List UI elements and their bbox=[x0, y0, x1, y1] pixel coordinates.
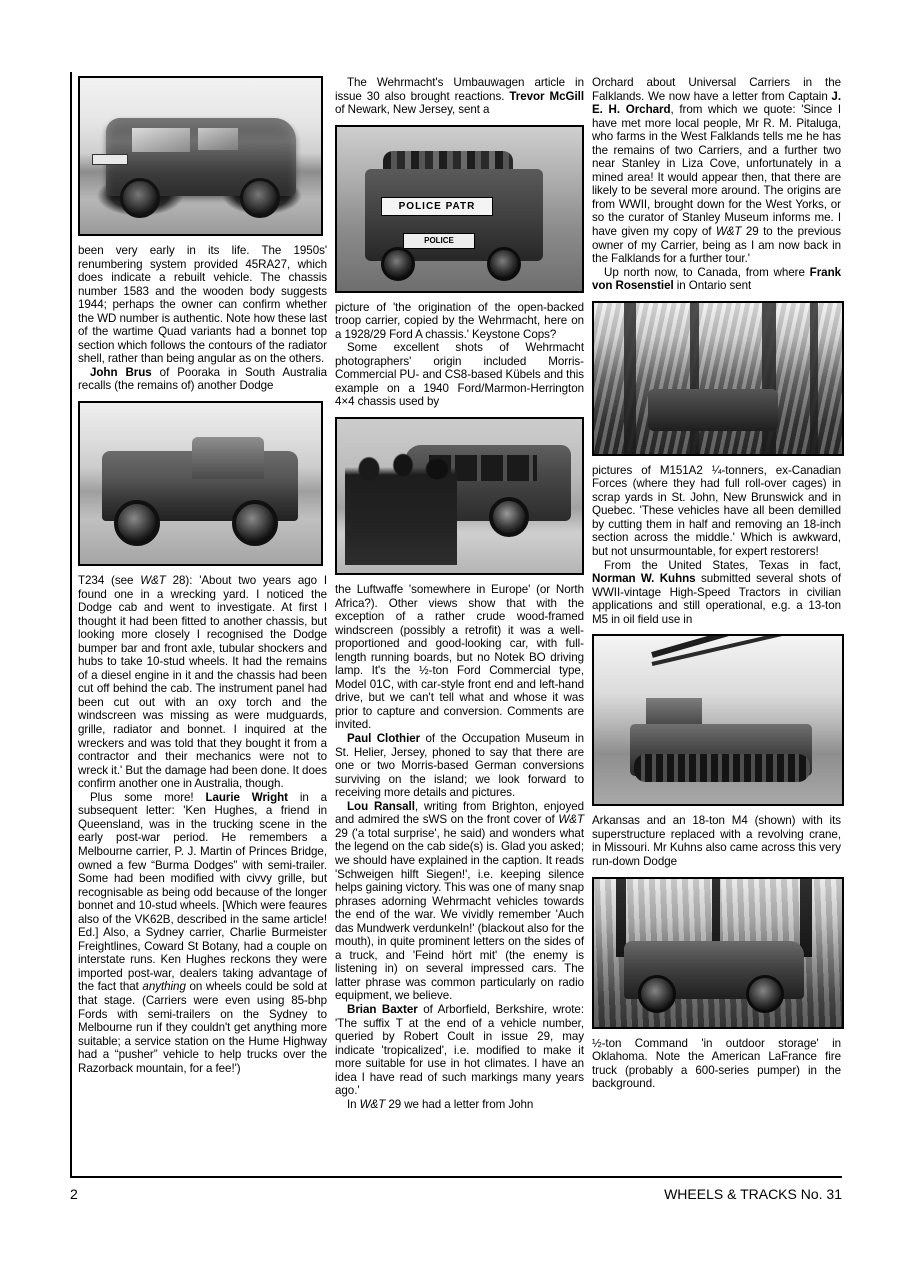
photo-m151a2-scrapyard-image bbox=[594, 303, 842, 454]
right-paragraph-2: Up north now, to Canada, from where Frank von Rosenstiel in Ontario sent bbox=[592, 265, 841, 293]
photo-marmon-herrington-kubel-image bbox=[337, 419, 582, 573]
middle-paragraph-6: Lou Ransall, writing from Brighton, enjoyed and admired the sWS on the front cover of W&T 29 ('a total surprise', he said) and wonders what the legend on the cab side(s) is. Glad you asked; we should have explained in the caption. It reads 'Schweigen hilft Siegen!', i.e. keeping silence helps gaining victory. This was one of many snap phrases adorning Wehrmacht vehicles towards the end of the war. We vividly remember 'Auch das Mundwerk verdunkeln!' (blackout also for the mouth), in quite prominent letters on the sides of a truck, and 'Feind hört mit' (the enemy is listening in) on several impressed cars. The latter phrase was common particularly on radio equipment, we believe. bbox=[335, 799, 585, 1003]
publication-reference-1: W&T bbox=[140, 574, 166, 588]
photo-m4-high-speed-tractor-crane-image bbox=[594, 636, 842, 804]
left-column bbox=[78, 76, 327, 1172]
right-caption-1: Arkansas and an 18-ton M4 (shown) with its superstructure replaced with a revolving crane, in Missouri. Mr Kuhns also came across this very run-down Dodge bbox=[592, 814, 841, 868]
page-frame-left-rule bbox=[70, 72, 72, 1176]
photo-dodge-wreck-image bbox=[80, 403, 321, 564]
publication-reference-4: W&T bbox=[715, 225, 742, 239]
quad-front-wheel-shape bbox=[120, 178, 160, 218]
ford-a-front-wheel-shape bbox=[381, 247, 415, 281]
photo-quad-tractor bbox=[78, 76, 323, 236]
dodge-cab-shape bbox=[192, 437, 264, 479]
m151a2-hull-shape bbox=[648, 389, 778, 431]
correspondent-name-norman-kuhns: Norman W. Kuhns bbox=[592, 572, 696, 586]
ford-a-rear-wheel-shape bbox=[487, 247, 521, 281]
three-column-text-area bbox=[78, 76, 842, 1172]
dodge-front-wheel-shape bbox=[114, 500, 160, 546]
tree-shape-1 bbox=[624, 303, 636, 454]
right-paragraph-4: From the United States, Texas in fact, Norman W. Kuhns submitted several shots of WWII-vintage High-Speed Tractors in civilian applications and still operational, e.g. a 13-ton M5 in oil field use in bbox=[592, 558, 842, 626]
photo-marmon-herrington-kubel bbox=[335, 417, 584, 575]
page-footer bbox=[70, 1186, 842, 1202]
tree-shape-2 bbox=[690, 303, 699, 454]
command-car-front-wheel-shape bbox=[638, 975, 676, 1013]
photo-dodge-wreck bbox=[78, 401, 323, 566]
photo-dodge-command-car bbox=[592, 877, 844, 1029]
correspondent-name-john-brus: John Brus bbox=[90, 365, 152, 379]
right-caption-2: ½-ton Command 'in outdoor storage' in Oklahoma. Note the American LaFrance fire truck (probably a 600-series pumper) in the background. bbox=[592, 1036, 841, 1091]
correspondent-name-laurie-wright: Laurie Wright bbox=[205, 790, 288, 804]
m4-track-shape bbox=[634, 754, 810, 782]
correspondent-name-lou-ransall: Lou Ransall bbox=[347, 799, 415, 813]
background-tree-shape-3 bbox=[800, 879, 812, 957]
photo-police-patrol-ford-a-image bbox=[337, 127, 582, 291]
left-paragraph-3: T234 (see W&T 28): 'About two years ago I found one in a wrecking yard. I noticed the Dodge cab and went to investigate. At first I thought it had been fitted to another chassis, but looking more closely I recognised the Dodge bumper bar and front axle, tubular shockers and hubs to take 10-stud wheels. It had the remains of a diesel engine in it and the chassis had been cut off behind the cab. The instrument panel had been cut out with an oxy torch and the windscreen was missing as were mudguards, grille, radiator and bonnet. I inquired at the wreckers and was told that they bought it from a contractor and their mechanics were not to wreck it.' But the damage had been done. It does confirm another one in Australia, though. bbox=[78, 574, 327, 791]
quad-rear-wheel-shape bbox=[240, 178, 280, 218]
running-head: WHEELS & TRACKS No. 31 bbox=[664, 1186, 842, 1202]
command-car-rear-wheel-shape bbox=[746, 975, 784, 1013]
middle-paragraph-8: In W&T 29 we had a letter from John bbox=[347, 1097, 534, 1111]
quad-rear-window-shape bbox=[198, 128, 238, 150]
middle-paragraph-3: Some excellent shots of Wehrmacht photographers' origin included Morris-Commercial PU- and CS8-based Kübels and this example on a 1940 Ford/Marmon-Herrington 4×4 chassis used by bbox=[335, 341, 584, 409]
left-paragraph-2: John Brus of Pooraka in South Australia recalls (the remains of) another Dodge bbox=[78, 365, 328, 393]
photo-m151a2-scrapyard bbox=[592, 301, 844, 456]
correspondent-name-trevor-mcgill: Trevor McGill bbox=[509, 89, 584, 103]
middle-paragraph-7: Brian Baxter of Arborfield, Berkshire, wrote: 'The suffix T at the end of a vehicle number, queried by Robert Coult in issue 29, may indicate 'tropicalized', i.e. modified to make it more suitable for use in hot climates. I have an idea I have read of such markings many years ago.' bbox=[335, 1002, 584, 1098]
right-paragraph-1: Orchard about Universal Carriers in the Falklands. We now have a letter from Captain J. E. H. Orchard, from which we quote: 'Since I have met more local people, Mr R. M. Pitaluga, who farms in the West Falklands tells me he has the remains of two Carriers, and a further two near Stanley in Liza Cove, unfortunately in a mined area! It would appear then, that there are likely to be several more around. The origins are from WWII, brought down for the West Yorks, or so the curator of Stanley Museum informs me. I have given my copy of W&T 29 to the previous owner of my Carrier, being as I am now back in the Falklands for a further tour.' bbox=[592, 76, 841, 266]
quad-window-shape bbox=[132, 128, 190, 152]
middle-column bbox=[335, 76, 584, 1172]
correspondent-name-paul-clothier: Paul Clothier bbox=[347, 732, 421, 746]
middle-paragraph-2: picture of 'the origination of the open-backed troop carrier, copied by the Wehrmacht, here on a 1928/29 Ford A chassis.' Keystone Cops? bbox=[335, 300, 584, 341]
left-paragraph-1: been very early in its life. The 1950s' renumbering system provided 45RA27, which does indicate a rebuilt vehicle. The chassis number 1583 and the wooden body suggests 1944; perhaps the owner can confirm whether the WD number is authentic. Note how these last of the wartime Quad variants had a bonnet top section which follows the contours of the radiator shell, rather than being angular as on the others. bbox=[78, 244, 327, 366]
photo-police-patrol-ford-a bbox=[335, 125, 584, 293]
emphasis-anything: anything bbox=[142, 980, 186, 994]
correspondent-name-jeh-orchard: J. E. H. Orchard bbox=[592, 89, 841, 117]
kubel-rear-wheel-shape bbox=[489, 497, 529, 537]
dodge-rear-wheel-shape bbox=[232, 500, 278, 546]
police-patrol-sign-text: POLICE PATR bbox=[381, 197, 493, 216]
page-frame-bottom-rule bbox=[70, 1176, 842, 1178]
luftwaffe-personnel-shape bbox=[345, 453, 457, 565]
right-column bbox=[592, 76, 841, 1172]
correspondent-name-frank-von-rosenstiel: Frank von Rosenstiel bbox=[592, 265, 841, 293]
page-number: 2 bbox=[70, 1186, 78, 1202]
left-paragraph-4: Plus some more! Laurie Wright in a subsequent letter: 'Ken Hughes, a friend in Queensland, was in the trucking scene in the early post-war period. He remembers a Melbourne carrier, P. J. Martin of Princes Bridge, owned a few “Burma Dodges” with semi-trailer. Some had been modified with civvy grille, but recognisable as being odd because of the longer bonnet and 10-stud wheels. [Which were feaures also of the VK62B, described in the same article! Ed.] Also, a Sydney carrier, Charlie Burmeister Freightlines, Coward St Botany, had a couple on interstate runs. Ken Hughes reckons they were imported post-war, dealers taking advantage of the fact that anything on wheels could be sold at that stage. (Carriers were even using 85-bhp Fords with semi-trailers on the Sydney to Melbourne run if they couldn't get anything more suitable; a service station on the Hume Highway had a “pusher” vehicle to help trucks over the Razorback mountain, for a fee!') bbox=[78, 790, 327, 1075]
middle-paragraph-5: Paul Clothier of the Occupation Museum in St. Helier, Jersey, phoned to say that there are one or two Morris-based German conversions surviving on the island; we look forward to receiving more details and pictures. bbox=[335, 732, 584, 800]
quad-number-plate-shape bbox=[92, 154, 128, 165]
tree-shape-4 bbox=[810, 303, 818, 454]
photo-m4-high-speed-tractor-crane bbox=[592, 634, 844, 806]
right-paragraph-3: pictures of M151A2 ¼-tonners, ex-Canadian Forces (where they had full roll-over cages) in scrap yards in St. John, New Brunswick and in Quebec. 'These vehicles have all been demilled by cutting them in half and removing an 18-inch section across the middle.' Which is awkward, but not unsurmountable, for expert restorers! bbox=[592, 463, 841, 559]
publication-reference-3: W&T bbox=[359, 1097, 386, 1111]
middle-paragraph-1: The Wehrmacht's Umbauwagen article in issue 30 also brought reactions. Trevor McGill of Newark, New Jersey, sent a bbox=[335, 76, 584, 117]
police-lower-sign-text: POLICE bbox=[403, 233, 475, 249]
correspondent-name-brian-baxter: Brian Baxter bbox=[347, 1002, 418, 1016]
tree-shape-3 bbox=[762, 303, 776, 454]
middle-paragraph-4: the Luftwaffe 'somewhere in Europe' (or North Africa?). Other views show that with the exception of a rather crude wood-framed windscreen (possibly a retrofit) it was a well-proportioned and good-looking car, with full-length running boards, but no Notek BO driving lamp. It's the ½-ton Ford Commercial type, Model 01C, with car-style front end and left-hand drive, but we can't tell what and whose it was prior to capture and conversion. Comments are invited. bbox=[335, 583, 584, 732]
publication-reference-2: W&T bbox=[558, 813, 584, 827]
photo-quad-tractor-image bbox=[80, 78, 321, 234]
photo-dodge-command-car-image bbox=[594, 879, 842, 1027]
